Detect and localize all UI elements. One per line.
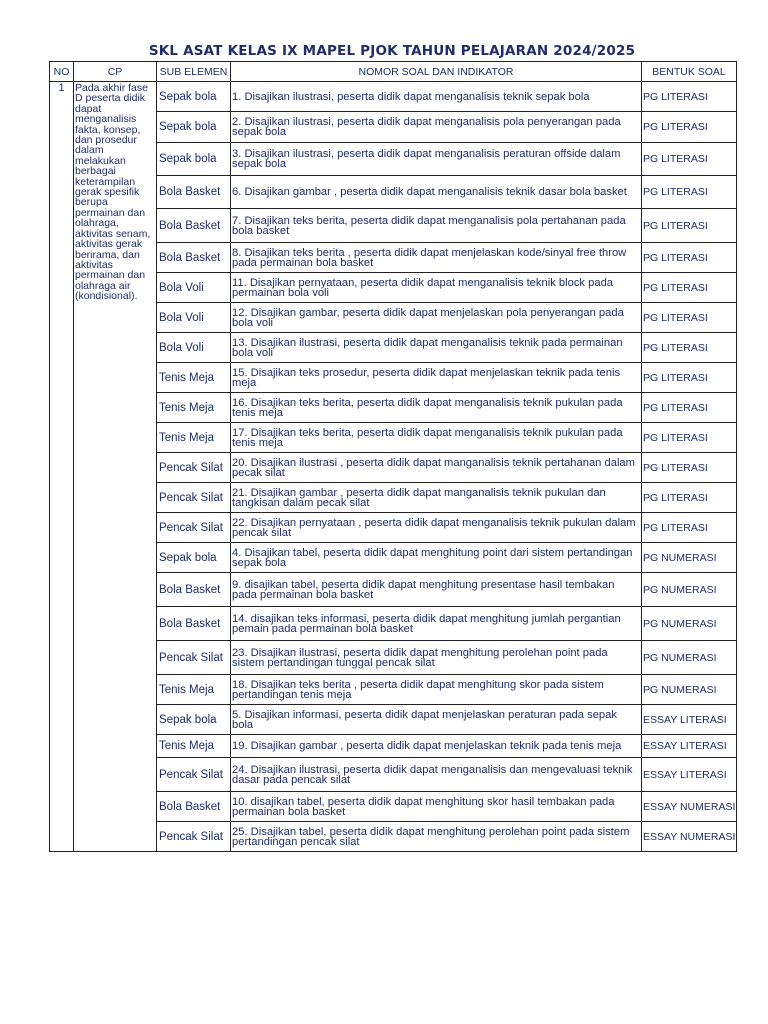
bentuk-soal-cell: ESSAY NUMERASI <box>642 822 737 852</box>
bentuk-soal-cell: PG LITERASI <box>642 483 737 513</box>
indikator-cell: 15. Disajikan teks prosedur, peserta didik dapat menjelaskan teknik pada tenis meja <box>231 363 642 393</box>
table-row <box>50 82 737 112</box>
bentuk-soal-cell: ESSAY LITERASI <box>642 758 737 792</box>
sub-elemen-cell: Bola Voli <box>157 333 231 363</box>
indikator-cell: 19. Disajikan gambar , peserta didik dapat menjelaskan teknik pada tenis meja <box>231 735 642 758</box>
bentuk-soal-cell: PG LITERASI <box>642 423 737 453</box>
indikator-cell: 2. Disajikan ilustrasi, peserta didik dapat menganalisis pola penyerangan pada sepak bola <box>231 112 642 143</box>
sub-elemen-cell: Tenis Meja <box>157 675 231 705</box>
bentuk-soal-cell: ESSAY LITERASI <box>642 735 737 758</box>
bentuk-soal-cell: PG LITERASI <box>642 453 737 483</box>
bentuk-soal-cell: PG LITERASI <box>642 112 737 143</box>
bentuk-soal-cell: PG LITERASI <box>642 513 737 543</box>
indikator-cell: 20. Disajikan ilustrasi , peserta didik dapat manganalisis teknik pertahanan dalam pecak silat <box>231 453 642 483</box>
sub-elemen-cell: Bola Basket <box>157 792 231 822</box>
indikator-cell: 11. Disajikan pernyataan, peserta didik dapat menganalisis teknik block pada permainan bola voli <box>231 273 642 303</box>
sub-elemen-cell: Pencak Silat <box>157 483 231 513</box>
bentuk-soal-cell: PG LITERASI <box>642 209 737 243</box>
indikator-cell: 21. Disajikan gambar , peserta didik dapat manganalisis teknik pukulan dan tangkisan dalam pecak silat <box>231 483 642 513</box>
indikator-cell: 25. Disajikan tabel, peserta didik dapat menghitung perolehan point pada sistem pertandingan pencak silat <box>231 822 642 852</box>
sub-elemen-cell: Bola Voli <box>157 303 231 333</box>
sub-elemen-cell: Sepak bola <box>157 543 231 573</box>
indikator-cell: 17. Disajikan teks berita, peserta didik dapat menganalisis teknik pukulan pada tenis meja <box>231 423 642 453</box>
bentuk-soal-cell: PG NUMERASI <box>642 641 737 675</box>
indikator-cell: 22. Disajikan pernyataan , peserta didik dapat menganalisis teknik pukulan dalam pencak silat <box>231 513 642 543</box>
page-title: SKL ASAT KELAS IX MAPEL PJOK TAHUN PELAJARAN 2024/2025 <box>148 43 636 59</box>
indikator-cell: 14. disajikan teks informasi, peserta didik dapat menghitung jumlah pergantian pemain pada permainan bola basket <box>231 607 642 641</box>
indikator-cell: 3. Disajikan ilustrasi, peserta didik dapat menganalisis peraturan offside dalam sepak bola <box>231 143 642 176</box>
indikator-cell: 10. disajikan tabel, peserta didik dapat menghitung skor hasil tembakan pada permainan bola basket <box>231 792 642 822</box>
sub-elemen-cell: Tenis Meja <box>157 423 231 453</box>
bentuk-soal-cell: PG LITERASI <box>642 143 737 176</box>
bentuk-soal-cell: PG LITERASI <box>642 393 737 423</box>
sub-elemen-cell: Sepak bola <box>157 82 231 112</box>
bentuk-soal-cell: ESSAY LITERASI <box>642 705 737 735</box>
sub-elemen-cell: Bola Basket <box>157 176 231 209</box>
indikator-cell: 4. Disajikan tabel, peserta didik dapat menghitung point dari sistem pertandingan sepak bola <box>231 543 642 573</box>
bentuk-soal-cell: PG NUMERASI <box>642 607 737 641</box>
sub-elemen-cell: Sepak bola <box>157 143 231 176</box>
sub-elemen-cell: Sepak bola <box>157 112 231 143</box>
bentuk-soal-cell: PG LITERASI <box>642 333 737 363</box>
sub-elemen-cell: Bola Voli <box>157 273 231 303</box>
bentuk-soal-cell: PG LITERASI <box>642 243 737 273</box>
sub-elemen-cell: Bola Basket <box>157 573 231 607</box>
indikator-cell: 1. Disajikan ilustrasi, peserta didik dapat menganalisis teknik sepak bola <box>231 82 642 112</box>
sub-elemen-cell: Tenis Meja <box>157 363 231 393</box>
indikator-cell: 7. Disajikan teks berita, peserta didik dapat menganalisis pola pertahanan pada bola basket <box>231 209 642 243</box>
indikator-cell: 8. Disajikan teks berita , peserta didik dapat menjelaskan kode/sinyal free throw pada permainan bola basket <box>231 243 642 273</box>
sub-elemen-cell: Pencak Silat <box>157 822 231 852</box>
sub-elemen-cell: Bola Basket <box>157 243 231 273</box>
indikator-cell: 13. Disajikan ilustrasi, peserta didik dapat menganalisis teknik pada permainan bola voli <box>231 333 642 363</box>
indikator-cell: 12. Disajikan gambar, peserta didik dapat menjelaskan pola penyerangan pada bola voli <box>231 303 642 333</box>
indikator-cell: 24. Disajikan ilustrasi, peserta didik dapat menganalisis dan mengevaluasi teknik dasar pada pencak silat <box>231 758 642 792</box>
row-number: 1 <box>50 82 74 852</box>
indikator-cell: 6. Disajikan gambar , peserta didik dapat menganalisis teknik dasar bola basket <box>231 176 642 209</box>
bentuk-soal-cell: ESSAY NUMERASI <box>642 792 737 822</box>
bentuk-soal-cell: PG LITERASI <box>642 82 737 112</box>
bentuk-soal-cell: PG LITERASI <box>642 303 737 333</box>
bentuk-soal-cell: PG NUMERASI <box>642 543 737 573</box>
header-cp: CP <box>74 62 157 82</box>
bentuk-soal-cell: PG LITERASI <box>642 363 737 393</box>
sub-elemen-cell: Tenis Meja <box>157 393 231 423</box>
sub-elemen-cell: Sepak bola <box>157 705 231 735</box>
sub-elemen-cell: Pencak Silat <box>157 453 231 483</box>
bentuk-soal-cell: PG NUMERASI <box>642 675 737 705</box>
header-bentuk-soal: BENTUK SOAL <box>642 62 737 82</box>
bentuk-soal-cell: PG LITERASI <box>642 176 737 209</box>
bentuk-soal-cell: PG NUMERASI <box>642 573 737 607</box>
header-sub-elemen: SUB ELEMEN <box>157 62 231 82</box>
indikator-cell: 16. Disajikan teks berita, peserta didik dapat menganalisis teknik pukulan pada tenis meja <box>231 393 642 423</box>
indikator-cell: 5. Disajikan informasi, peserta didik dapat menjelaskan peraturan pada sepak bola <box>231 705 642 735</box>
sub-elemen-cell: Bola Basket <box>157 209 231 243</box>
sub-elemen-cell: Pencak Silat <box>157 513 231 543</box>
table-header-row <box>50 62 737 82</box>
indikator-cell: 23. Disajikan ilustrasi, peserta didik dapat menghitung perolehan point pada sistem pertandingan tunggal pencak silat <box>231 641 642 675</box>
skl-table <box>49 61 737 852</box>
table-body <box>50 82 737 852</box>
header-indikator: NOMOR SOAL DAN INDIKATOR <box>231 62 642 82</box>
sub-elemen-cell: Tenis Meja <box>157 735 231 758</box>
bentuk-soal-cell: PG LITERASI <box>642 273 737 303</box>
sub-elemen-cell: Pencak Silat <box>157 641 231 675</box>
sub-elemen-cell: Pencak Silat <box>157 758 231 792</box>
sub-elemen-cell: Bola Basket <box>157 607 231 641</box>
capaian-pembelajaran: Pada akhir fase D peserta didik dapat menganalisis fakta, konsep, dan prosedur dalam melakukan berbagai keterampilan gerak spesifik berupa permainan dan olahraga, aktivitas senam, aktivitas gerak berirama, dan aktivitas permainan dan olahraga air (kondisional). <box>74 82 157 852</box>
indikator-cell: 18. Disajikan teks berita , peserta didik dapat menghitung skor pada sistem pertandingan tenis meja <box>231 675 642 705</box>
header-no: NO <box>50 62 74 82</box>
indikator-cell: 9. disajikan tabel, peserta didik dapat menghitung presentase hasil tembakan pada permainan bola basket <box>231 573 642 607</box>
